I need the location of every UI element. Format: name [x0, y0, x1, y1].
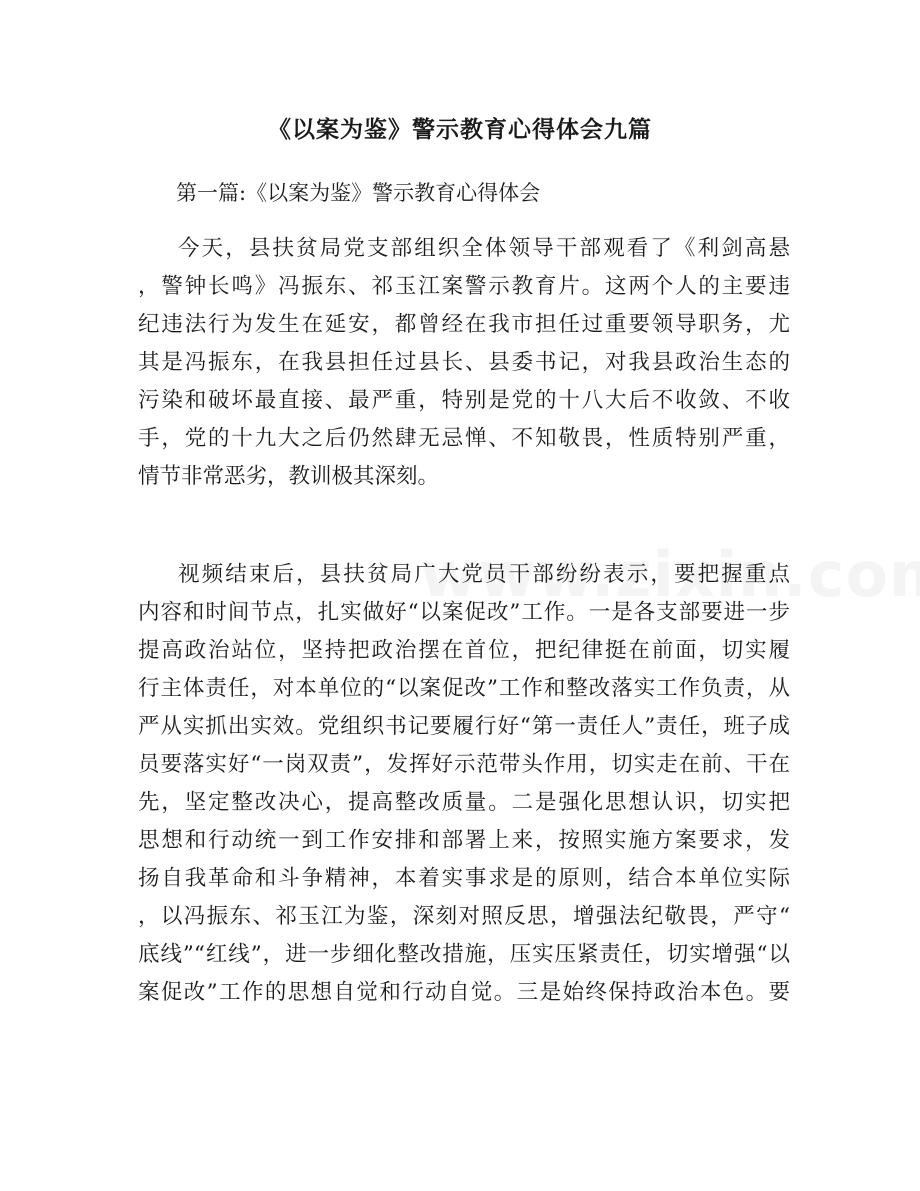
- paragraph-line: 内容和时间节点，扎实做好“以案促改”工作。一是各支部要进一步: [138, 600, 790, 625]
- paragraph-line: 行主体责任，对本单位的“以案促改”工作和整改落实工作负责，从: [138, 676, 790, 701]
- paragraph-line: 其是冯振东，在我县担任过县长、县委书记，对我县政治生态的: [138, 350, 790, 375]
- paragraph-line: 扬自我革命和斗争精神，本着实事求是的原则，结合本单位实际: [138, 866, 790, 891]
- section-heading: 第一篇:《以案为鉴》警示教育心得体会: [176, 181, 541, 205]
- paragraph-line: ，警钟长鸣》冯振东、祁玉江案警示教育片。这两个人的主要违: [138, 274, 790, 299]
- paragraph-line: 手，党的十九大之后仍然肆无忌惮、不知敬畏，性质特别严重，: [138, 426, 790, 451]
- document-title: 《以案为鉴》警示教育心得体会九篇: [268, 117, 652, 143]
- paragraph-line: ，以冯振东、祁玉江为鉴，深刻对照反思，增强法纪敬畏，严守“: [138, 904, 790, 929]
- paragraph-line: 严从实抓出实效。党组织书记要履行好“第一责任人”责任，班子成: [138, 714, 790, 739]
- paragraph-1: [138, 230, 790, 496]
- paragraph-line: 纪违法行为发生在延安，都曾经在我市担任过重要领导职务，尤: [138, 312, 790, 337]
- paragraph-line: 员要落实好“一岗双责”，发挥好示范带头作用，切实走在前、干在: [138, 752, 790, 777]
- paragraph-line: 污染和破坏最直接、最严重，特别是党的十八大后不收敛、不收: [138, 388, 790, 413]
- paragraph-line: 案促改”工作的思想自觉和行动自觉。三是始终保持政治本色。要: [138, 980, 790, 1005]
- paragraph-line: 视频结束后，县扶贫局广大党员干部纷纷表示，要把握重点: [178, 562, 790, 587]
- paragraph-line: 情节非常恶劣，教训极其深刻。: [138, 464, 440, 489]
- paragraph-line: 今天，县扶贫局党支部组织全体领导干部观看了《利剑高悬: [178, 236, 790, 261]
- paragraph-line: 先，坚定整改决心，提高整改质量。二是强化思想认识，切实把: [138, 790, 790, 815]
- paragraph-line: 底线”“红线”，进一步细化整改措施，压实压紧责任，切实增强“以: [138, 942, 790, 967]
- paragraph-2: [138, 556, 790, 1012]
- paragraph-line: 思想和行动统一到工作安排和部署上来，按照实施方案要求，发: [138, 828, 790, 853]
- paragraph-line: 提高政治站位，坚持把政治摆在首位，把纪律挺在前面，切实履: [138, 638, 790, 663]
